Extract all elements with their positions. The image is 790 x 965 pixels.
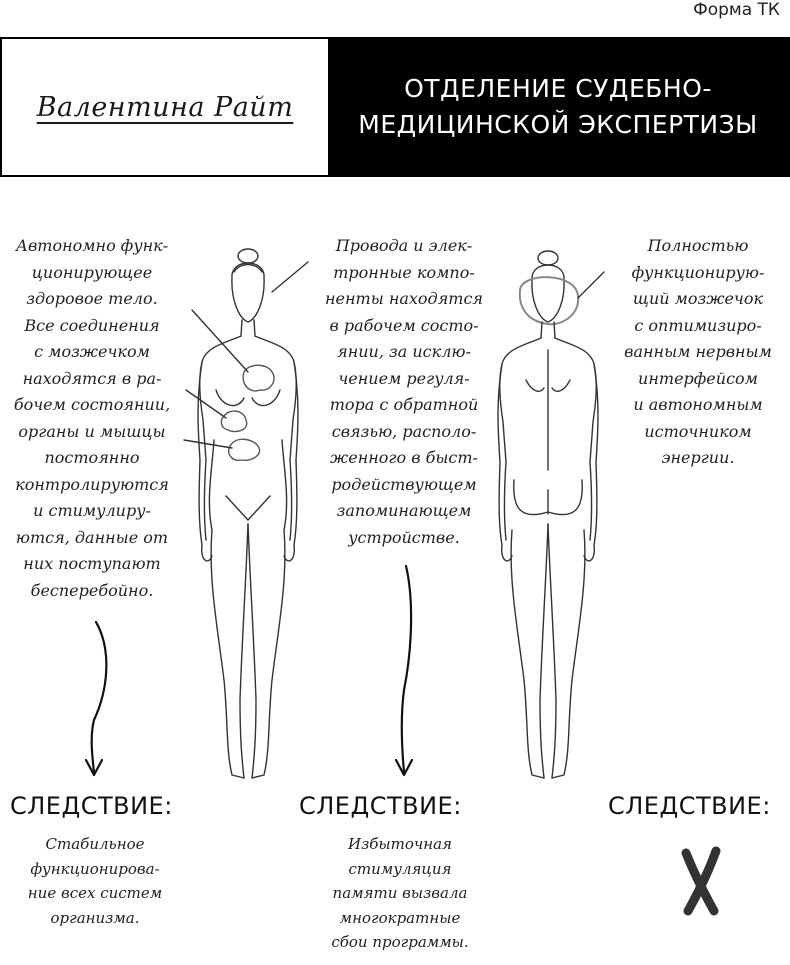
note-line: ционирующее [31,262,153,282]
note-line: тронные компо- [333,262,475,282]
note-line: родействующем [331,474,477,494]
note-line: с оптимизиро- [634,315,762,335]
pointer-line [578,272,604,298]
department-line-2: МЕДИЦИНСКОЙ ЭКСПЕРТИЗЫ [358,110,758,139]
consequence-line: стимуляция [348,859,452,878]
consequence-title-1: СЛЕДСТВИЕ: [10,792,173,820]
consequence-text-2 [305,832,495,955]
note-line: янии, за исклю- [337,342,471,361]
note-line: и стимулиру- [33,501,151,520]
back-body-figure [498,251,598,778]
pointer-line [184,440,232,448]
consequence-line: памяти вызвала [332,884,468,902]
consequence-line: ние всех систем [27,884,163,902]
x-mark-text: Х [701,885,702,886]
consequence-line: Избыточная [348,835,452,853]
note-line: тора с обратной [329,395,479,414]
pointer-line [192,310,248,372]
arrow-middle [396,566,412,775]
note-line: с мозжечком [34,342,150,361]
consequence-line: организма. [50,908,140,927]
note-line: и автономным [633,395,763,414]
note-wires-components [314,233,494,551]
note-line: бочем состоянии, [13,395,171,414]
consequence-line: функционирова- [30,859,160,878]
note-line: ванным нервным [624,342,772,361]
pointer-line [272,262,308,292]
note-healthy-body [2,233,182,604]
note-line: Полностью [647,236,749,255]
note-line: здоровое тело. [26,289,158,308]
person-name: Валентина Райт [36,91,294,123]
note-line: функционирую- [631,262,765,282]
pointer-line [186,390,226,418]
note-line: бесперебойно. [30,580,154,600]
note-line: Все соединения [24,315,160,335]
note-line: ненты находятся [324,289,484,308]
x-mark [676,845,726,921]
note-line: находятся в ра- [22,368,162,388]
note-line: контролируются [15,474,169,494]
note-line: постоянно [44,448,140,467]
note-line: энергии. [661,448,735,467]
consequence-line: Стабильное [45,835,145,853]
note-line: Автономно функ- [15,236,169,255]
consequence-text-1 [5,832,185,930]
note-line: них поступают [23,554,161,573]
form-label: Форма ТК [693,0,780,20]
note-cerebellum [608,233,788,472]
note-line: органы и мышцы [18,421,166,441]
department-line-1: ОТДЕЛЕНИЕ СУДЕБНО- [404,74,712,103]
note-line: ются, данные от [15,527,169,547]
consequence-line: сбои программы. [331,933,469,951]
note-line: женного в быст- [330,448,478,467]
consequence-title-2: СЛЕДСТВИЕ: [299,792,462,820]
consequence-title-3: СЛЕДСТВИЕ: [608,792,771,820]
note-line: в рабочем состо- [329,315,479,335]
note-line: интерфейсом [638,368,758,388]
front-body-figure [198,249,298,778]
consequence-line: многократные [339,908,461,927]
note-line: запоминающем [336,501,472,520]
note-line: Провода и элек- [335,236,473,255]
arrow-left [86,622,106,775]
note-line: чением регуля- [338,368,470,388]
note-line: связью, располо- [331,421,477,441]
note-line: устройстве. [348,527,460,547]
note-line: щий мозжечок [632,289,764,308]
note-line: источником [644,421,752,441]
